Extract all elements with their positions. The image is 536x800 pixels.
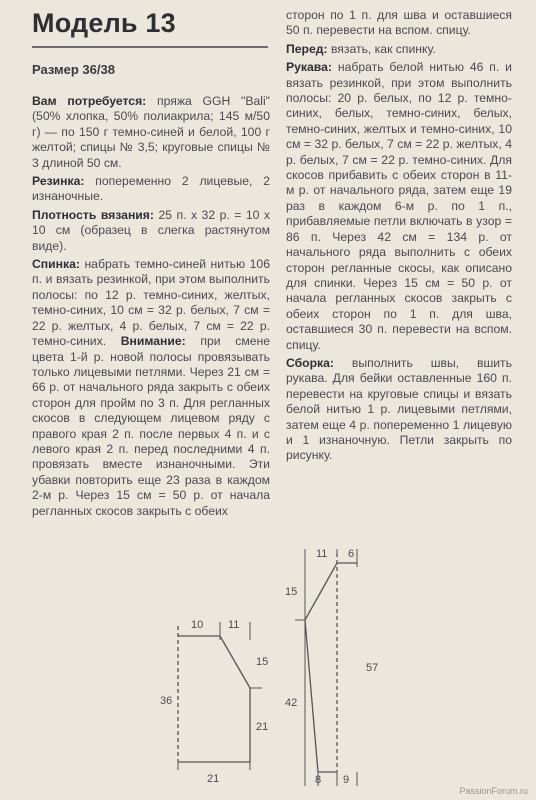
gauge-label: Плотность вязания: (32, 207, 154, 222)
back-label: Спинка: (32, 257, 80, 272)
back-label-total: 36 (160, 695, 173, 707)
sleeve-label-lower: 42 (285, 697, 298, 709)
rib-text: попеременно 2 лицевые, 2 изнаночные. (32, 174, 270, 204)
sleeve-label-top-right: 6 (348, 548, 355, 560)
size-heading: Размер 36/38 (32, 62, 115, 77)
sleeve-label-total: 57 (366, 662, 379, 674)
sleeve-label-bottom-left: 8 (315, 774, 322, 786)
attention-label: Внимание: (120, 334, 186, 349)
sleeves-text: набрать белой нитью 46 п. и вязать резинкой, при этом выполнить полосы: 20 р. белых, по 12 р. темно-синих, белых, темно-синих, белых, темно-синих, желтых и темно-синих, 10 см = 32 р. белых, 7 см = 22 р. желтых, 4 р. белых, 7 см = 22 р. темно-синих. Для скосов прибавить с обеих сторон в 11-м р. от начального ряда, затем еще 19 раз в каждом 6-м р. по 1 п., прибавляемые петли включать в узор = 86 п. Через 42 см = 134 р. от начального ряда выполнить с обеих сторон регланные скосы, как описано для спинки. Через 15 см = 50 р. от начала регланных скосов закрыть с обеих сторон по 1 п. для шва, оставшиеся 30 п. перевести на вспом. спицу. (286, 60, 512, 352)
materials-label: Вам потребуется: (32, 94, 147, 108)
assembly-label: Сборка: (286, 355, 334, 370)
sleeve-label-bottom-right: 9 (343, 774, 350, 786)
back-text-2: при смене цвета 1-й р. новой полосы провязывать только лицевыми петлями. Через 21 см = 66 р. от начального ряда закрыть с обеих сторон для пройм по 3 п. Для регланных скосов в следующем лицевом ряду с правого края 2 п. после первых 4 п. и с левого края 2 п. перед последними 4 п. провязать вместе изнаночными. Эти убавки повторить еще 23 раза в каждом 2-м р. Через 15 см = 50 р. от начала регланных скосов закрыть с обеих (32, 334, 270, 518)
back-label-top-left: 10 (191, 619, 204, 631)
back-label-raglan: 15 (256, 656, 269, 668)
sleeve-label-raglan: 15 (285, 586, 298, 598)
front-label: Перед: (286, 41, 328, 56)
watermark-text: PassionForum.ru (459, 786, 528, 796)
sleeve-underarm-line (305, 620, 318, 772)
back-continued: сторон по 1 п. для шва и оставшиеся 50 п. перевести на вспом. спицу. (286, 8, 512, 38)
rib-label: Резинка: (32, 174, 85, 189)
back-label-top-right: 11 (228, 619, 240, 631)
page-title: Модель 13 (32, 8, 176, 38)
sleeve-label-top-left: 11 (316, 548, 328, 560)
gauge-text: 25 п. х 32 р. = 10 х 10 см (образец в слегка растянутом виде). (32, 207, 270, 253)
back-label-bottom: 21 (207, 773, 220, 785)
sleeves-label: Рукава: (286, 60, 332, 75)
materials-text: пряжа GGH "Bali" (50% хлопка, 50% полиакрила; 145 м/50 г) — по 150 г темно-синей и белой, 100 г желтой; спицы № 3,5; круговые спицы № 3 длиной 50 см. (32, 94, 271, 170)
assembly-text: выполнить швы, вшить рукава. Для бейки оставленные 160 п. перевести на круговые спицы и вязать белой нитью 1 р. лицевыми петлями, затем еще 4 р. попеременно 1 лицевую и 1 изнаночную. Петли закрыть по рисунку. (286, 355, 512, 463)
back-text-1: набрать темно-синей нитью 106 п. и вязать резинкой, при этом выполнить полосы: по 12 р. темно-синих, желтых, темно-синих, 10 см = 32 р. белых, 7 см = 22 р. желтых, 4 р. белых, 7 см = 22 р. темно-синих. (32, 257, 270, 349)
front-text: вязать, как спинку. (327, 41, 436, 56)
sleeve-raglan-line (305, 563, 337, 620)
back-label-lower: 21 (256, 721, 269, 733)
